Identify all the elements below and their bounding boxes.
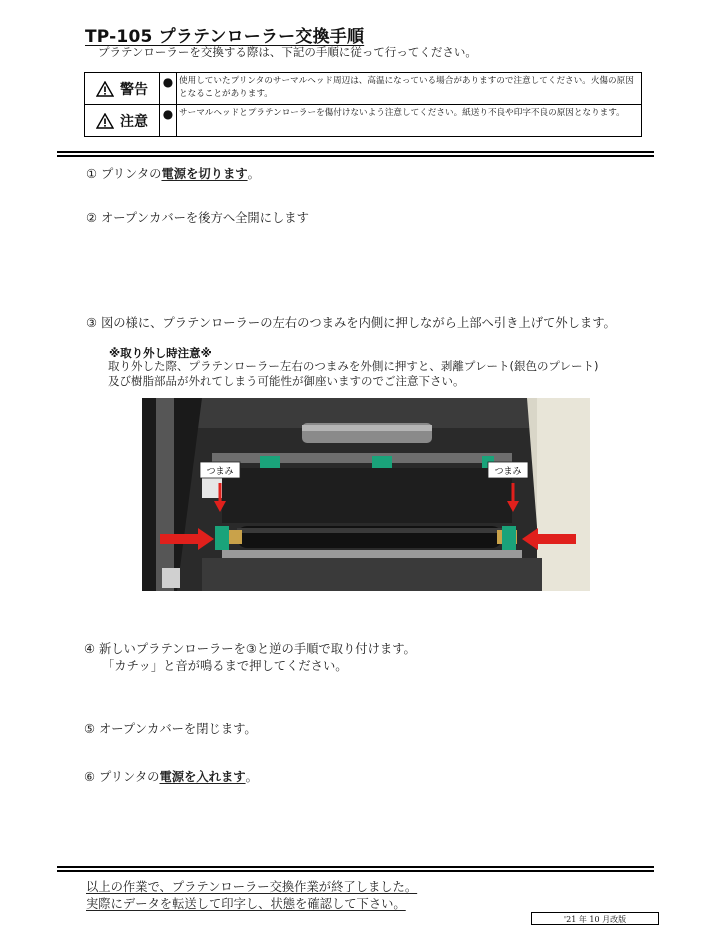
emphasis: 電源を入れます (159, 770, 246, 784)
divider-top (57, 151, 654, 157)
note-text: 取り外した際、プラテンローラー左右のつまみを外側に押すと、剥離プレート(銀色のプレート) 及び樹脂部品が外れてしまう可能性が御座いますのでご注意下さい。 (108, 359, 599, 388)
page-subtitle: プラテンローラーを交換する際は、下記の手順に従って行ってください。 (98, 45, 477, 59)
divider-bottom (57, 866, 654, 872)
note-heading: ※取り外し時注意※ (109, 346, 212, 360)
step-4: ④ 新しいプラテンローラーを③と逆の手順で取り付けます。 「カチッ」と音が鳴るまで押してください。 (84, 642, 416, 673)
caution-text: サーマルヘッドとプラテンローラーを傷付けないよう注意してください。紙送り不良や印字不良の原因となります。 (177, 105, 642, 137)
step-5: ⑤ オープンカバーを閉じます。 (84, 722, 257, 736)
emphasis: 電源を切ります (161, 167, 248, 181)
page-title: TP-105 プラテンローラー交換手順 (85, 27, 365, 47)
caution-row (85, 105, 642, 137)
footer-line-2: 実際にデータを転送して印字し、状態を確認して下さい。 (86, 897, 406, 911)
printer-photo (142, 398, 590, 591)
warning-table (84, 72, 642, 137)
step-6: ⑥ プリンタの電源を入れます。 (84, 770, 258, 784)
warning-icon (96, 81, 114, 97)
warning-label: 警告 (85, 73, 160, 105)
knob-label-right: つまみ (494, 467, 522, 477)
warning-text: 使用していたプリンタのサーマルヘッド周辺は、高温になっている場合がありますので注意してください。火傷の原因となることがあります。 (177, 73, 642, 105)
bullet-icon: ● (160, 105, 177, 137)
step-2: ② オープンカバーを後方へ全開にします (86, 211, 309, 225)
step-3: ③ 図の様に、プラテンローラーの左右のつまみを内側に押しながら上部へ引き上げて外します。 (86, 316, 616, 330)
step-1: ① プリンタの電源を切ります。 (86, 167, 260, 181)
caution-label: 注意 (85, 105, 160, 137)
revision-badge: '21 年 10 月改版 (531, 912, 659, 925)
warning-row (85, 73, 642, 105)
bullet-icon: ● (160, 73, 177, 105)
knob-label-left: つまみ (206, 467, 234, 477)
caution-icon (96, 113, 114, 129)
footer-line-1: 以上の作業で、プラテンローラー交換作業が終了しました。 (86, 880, 418, 894)
